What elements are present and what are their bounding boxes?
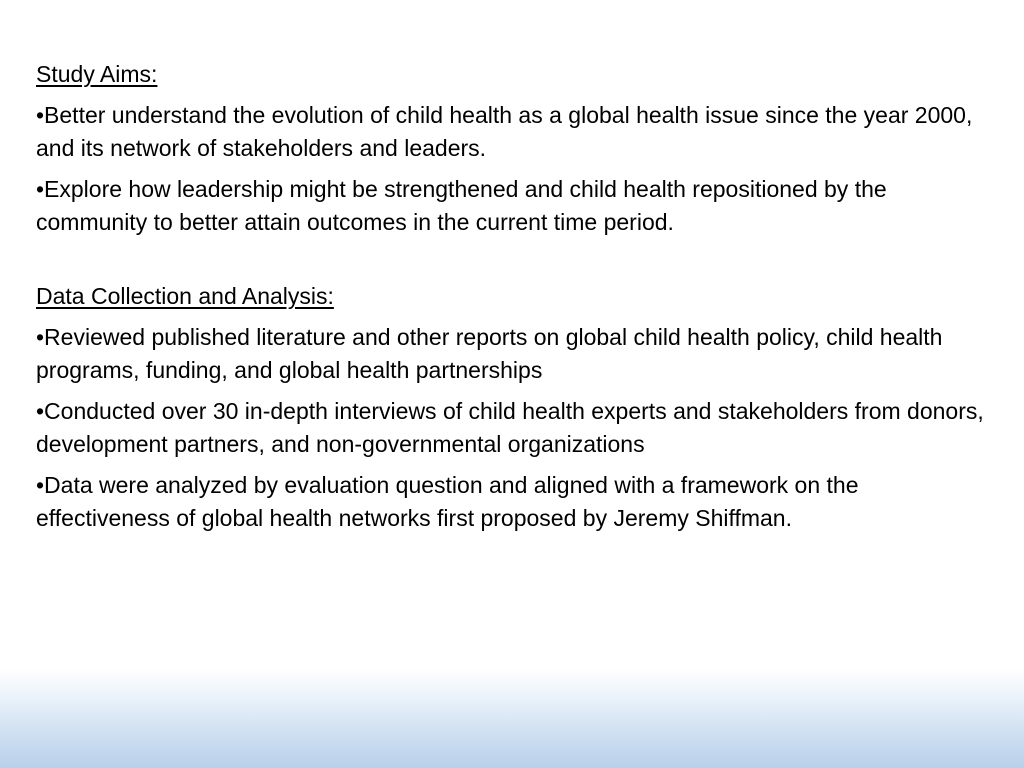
data-collection-heading: Data Collection and Analysis:: [36, 283, 334, 309]
study-aims-heading: Study Aims:: [36, 61, 158, 87]
slide-content: [36, 58, 986, 543]
section-spacer: [36, 247, 986, 280]
study-aims-bullet-2: •Explore how leadership might be strengthened and child health repositioned by the community to better attain outcomes in the current time period.: [36, 176, 887, 235]
data-collection-bullet-2: •Conducted over 30 in-depth interviews of child health experts and stakeholders from donors, development partners, and non-governmental organizations: [36, 398, 984, 457]
data-collection-bullet-3: •Data were analyzed by evaluation question and aligned with a framework on the effectiveness of global health networks first proposed by Jeremy Shiffman.: [36, 472, 859, 531]
study-aims-bullet-1: •Better understand the evolution of child health as a global health issue since the year 2000, and its network of stakeholders and leaders.: [36, 102, 973, 161]
bottom-gradient-band: [0, 668, 1024, 768]
data-collection-bullet-1: •Reviewed published literature and other reports on global child health policy, child health programs, funding, and global health partnerships: [36, 324, 943, 383]
